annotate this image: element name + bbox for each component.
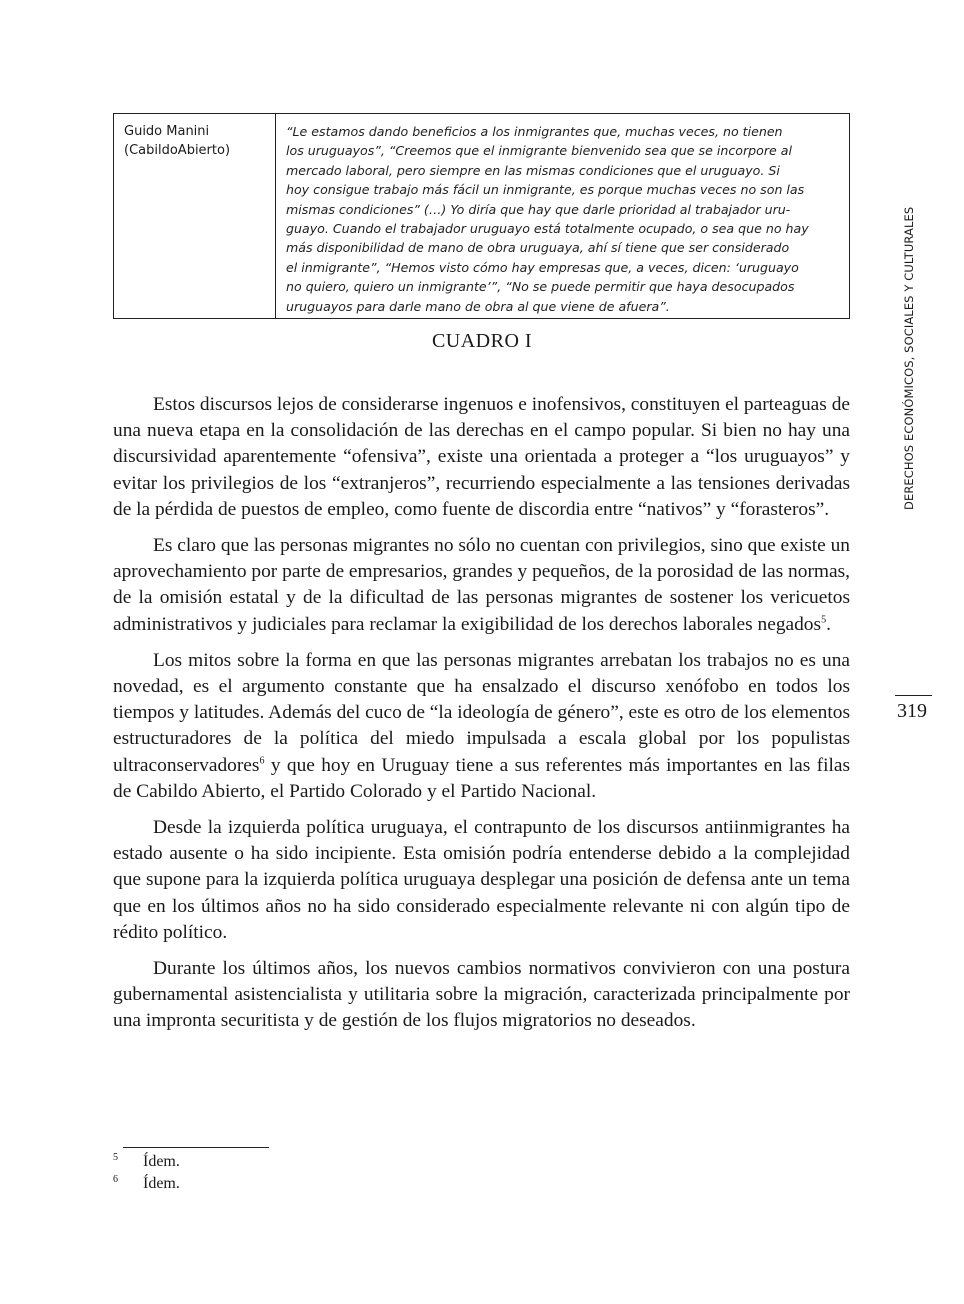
paragraph-text: Es claro que las personas migrantes no sólo no cuentan con privilegios, sino que existe un aprovechamiento por parte de empresarios, grandes y pequeños, de la porosidad de las normas, de la omisión estatal y de la dificultad de las personas migrantes de sostener los vericuetos administrativos y judiciales para reclamar la exigibilidad de los derechos laborales negados bbox=[113, 535, 850, 635]
paragraph-text: y que hoy en Uruguay tiene a sus referentes más importantes en las filas de Cabildo Abierto, el Partido Colorado y el Partido Nacional. bbox=[113, 754, 850, 802]
quote-line: el inmigrante”, “Hemos visto cómo hay empresas que, a veces, dicen: ‘uruguayo bbox=[286, 259, 799, 275]
quote-line: guayo. Cuando el trabajador uruguayo está totalmente ocupado, o sea que no hay bbox=[286, 221, 809, 237]
paragraph bbox=[113, 648, 850, 805]
quote-line: mercado laboral, pero siempre en las mismas condiciones que el uruguayo. Si bbox=[286, 162, 780, 178]
quote-table bbox=[113, 113, 850, 319]
quote-line: mismas condiciones” (…) Yo diría que hay que darle prioridad al trabajador uru- bbox=[286, 201, 791, 217]
quote-cell bbox=[276, 114, 849, 318]
quote-line: uruguayos para darle mano de obra al que viene de afuera”. bbox=[286, 298, 670, 314]
footnote-rule bbox=[123, 1147, 269, 1148]
page-number-rule bbox=[895, 695, 932, 696]
speaker-cell bbox=[114, 114, 276, 318]
footnote-text: Ídem. bbox=[143, 1153, 180, 1170]
paragraph bbox=[113, 533, 850, 638]
speaker-name: Guido Manini (CabildoAbierto) bbox=[124, 124, 231, 158]
body-text bbox=[113, 392, 850, 1045]
table-caption: CUADRO I bbox=[431, 330, 533, 352]
running-head: DERECHOS ECONÓMICOS, SOCIALES Y CULTURALES bbox=[902, 206, 916, 510]
footnote-ref: 5 bbox=[821, 614, 827, 626]
footnote: 5 Ídem. bbox=[113, 1151, 180, 1170]
paragraph-text: Los mitos sobre la forma en que las personas migrantes arrebatan los trabajos no es una novedad, es el argumento constante que ha ensalzado el discurso xenófobo en todos los tiempos y latitudes. Además del cuco de “la ideología de género”, este es otro de los elementos estructuradores de la política del miedo impulsada a escala global por los populistas ultraconservadores bbox=[113, 649, 850, 776]
quote-line: “Le estamos dando beneficios a los inmigrantes que, muchas veces, no tienen bbox=[286, 124, 783, 139]
paragraph-end: . bbox=[826, 613, 831, 635]
quote-line: los uruguayos”, “Creemos que el inmigrante bienvenido sea que se incorpore al bbox=[286, 143, 792, 159]
footnote-text: Ídem. bbox=[143, 1175, 180, 1192]
quote-line: hoy consigue trabajo más fácil un inmigrante, es porque muchas veces no son las bbox=[286, 182, 805, 198]
paragraph: Desde la izquierda política uruguaya, el contrapunto de los discursos antiinmigrantes ha estado ausente o ha sido incipiente. Esta omisión podría entenderse debido a la complejidad que supone para la izquierda política uruguaya desplegar una posición de defensa ante un tema que en los últimos años no ha sido considerado especialmente relevante ni con algún tipo de rédito político. bbox=[113, 817, 850, 943]
footnote: 6 Ídem. bbox=[113, 1173, 180, 1192]
quote-line: no quiero, quiero un inmigrante’”, “No se puede permitir que haya desocupados bbox=[286, 279, 795, 295]
paragraph: Durante los últimos años, los nuevos cambios normativos convivieron con una postura gubernamental asistencialista y utilitaria sobre la migración, caracterizada principalmente por una impronta securitista y de gestión de los flujos migratorios no deseados. bbox=[113, 958, 850, 1032]
paragraph: Estos discursos lejos de considerarse ingenuos e inofensivos, constituyen el parteaguas de una nueva etapa en la consolidación de las derechas en el campo popular. Si bien no hay una discursividad aparentemente “ofensiva”, existe una orientada a proteger a “los uruguayos” y evitar los privilegios de los “extranjeros”, recurriendo especialmente a las tensiones derivadas de la pérdida de puestos de empleo, como fuente de discordia entre “nativos” y “forasteros”. bbox=[113, 394, 850, 520]
page-number: 319 bbox=[897, 700, 927, 722]
footnote-ref: 6 bbox=[259, 755, 265, 767]
quote-line: más disponibilidad de mano de obra uruguaya, ahí sí tiene que ser considerado bbox=[286, 240, 790, 256]
